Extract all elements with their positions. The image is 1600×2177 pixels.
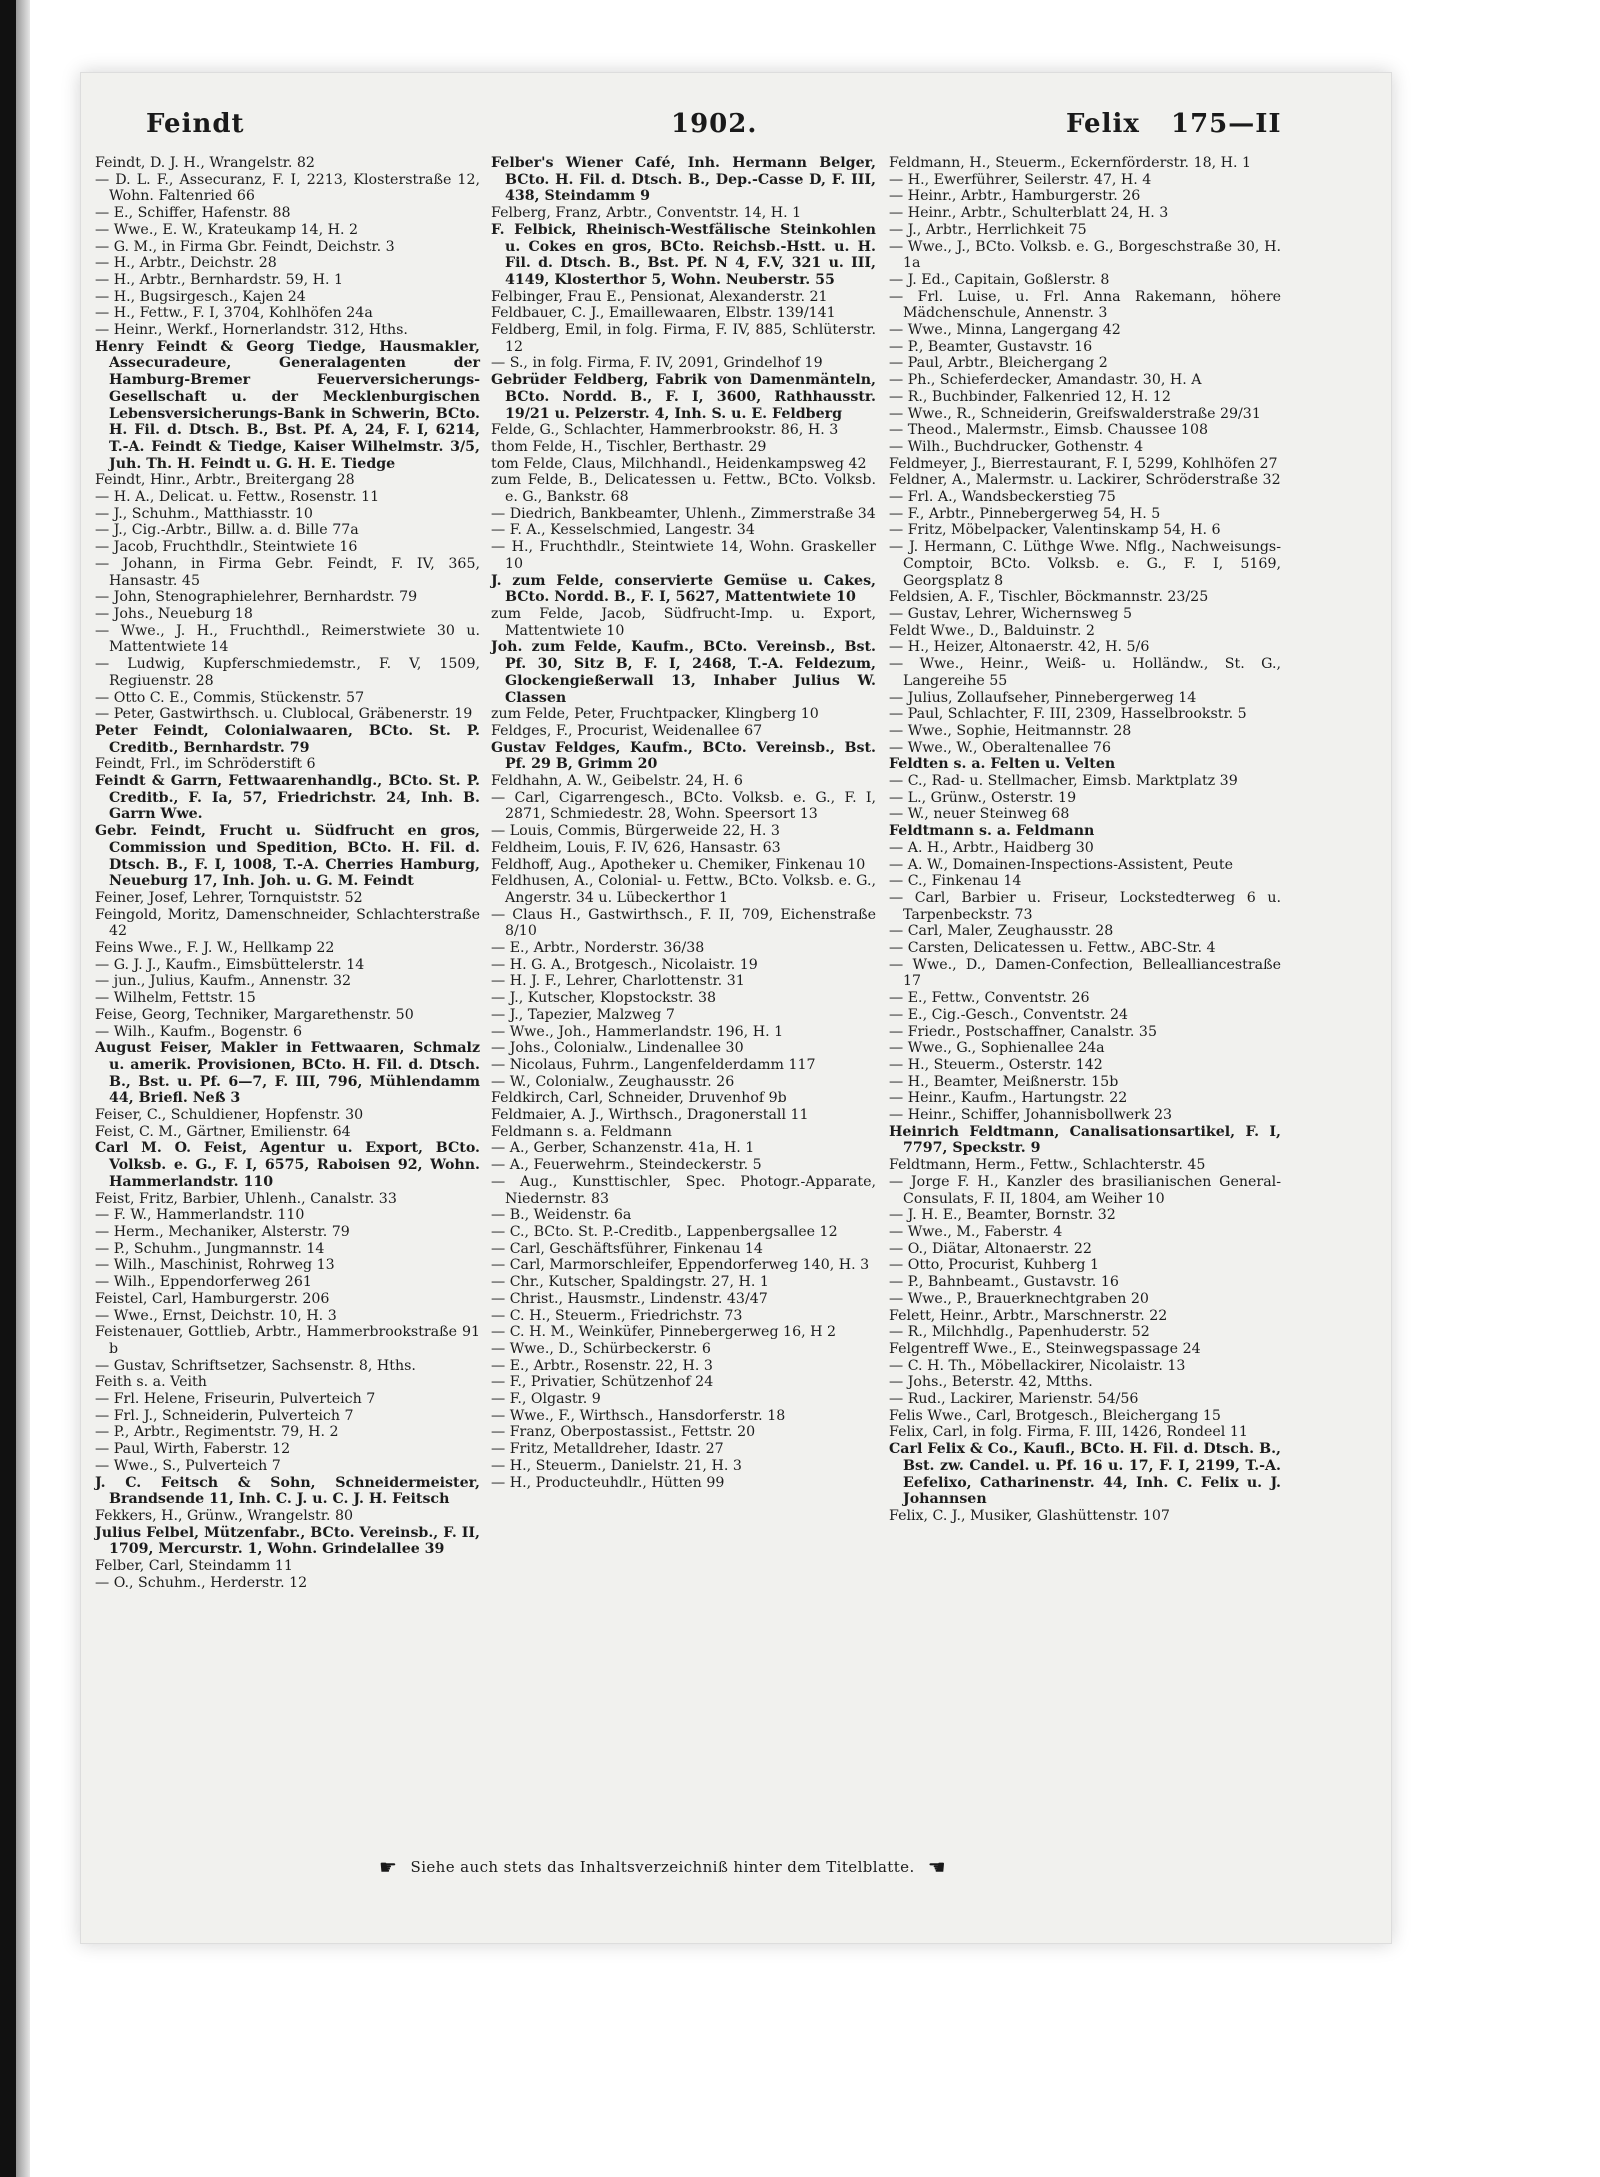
directory-entry: Feldten s. a. Felten u. Velten xyxy=(889,756,1116,773)
directory-entry: — Frl. Helene, Friseurin, Pulverteich 7 xyxy=(95,1391,376,1408)
directory-entry: Henry Feindt & Georg Tiedge, Hausmakler, Assecuradeure, Generalagenten der Hamburg-Bremer Feuerversicherungs-Gesellschaft u. der Mecklenburgischen Lebensversicherungs-Bank in Schwerin, BCto. H. Fil. d. Dtsch. B., Bst. Pf. A, 24, F. I, 6214, T.-A. Feindt & Tiedge, Kaiser Wilhelmstr. 3/5, Juh. Th. H. Feindt u. G. H. E. Tiedge xyxy=(95,338,480,472)
header-year: 1902. xyxy=(671,109,758,139)
directory-entry: — F. W., Hammerlandstr. 110 xyxy=(95,1207,305,1224)
directory-entry: — Peter, Gastwirthsch. u. Clublocal, Gräbenerstr. 19 xyxy=(95,706,473,723)
directory-entry: Felber's Wiener Café, Inh. Hermann Belger, BCto. H. Fil. d. Dtsch. B., Dep.-Casse D, F. III, 438, Steindamm 9 xyxy=(491,155,876,205)
pointing-hand-icon: ☛ xyxy=(379,1855,398,1879)
directory-entry: — Christ., Hausmstr., Lindenstr. 43/47 xyxy=(491,1290,768,1307)
scan-border-shadow xyxy=(16,0,30,2177)
directory-entry: Feldheim, Louis, F. IV, 626, Hansastr. 63 xyxy=(491,839,781,856)
directory-entry: — Wwe., F., Wirthsch., Hansdorferstr. 18 xyxy=(491,1407,786,1424)
directory-entry: Gustav Feldges, Kaufm., BCto. Vereinsb., Bst. Pf. 29 B, Grimm 20 xyxy=(491,739,876,773)
directory-entry: zum Felde, Peter, Fruchtpacker, Klingberg 10 xyxy=(491,706,819,723)
directory-entry: Feingold, Moritz, Damenschneider, Schlachterstraße 42 xyxy=(95,906,480,940)
directory-entry: — A. H., Arbtr., Haidberg 30 xyxy=(889,839,1094,856)
directory-entry: Gebrüder Feldberg, Fabrik von Damenmänteln, BCto. Nordd. B., F. I, 3600, Rathhausstr. 19/21 u. Pelzerstr. 4, Inh. S. u. E. Feldberg xyxy=(491,372,876,422)
directory-entry: — J., Schuhm., Matthiasstr. 10 xyxy=(95,505,313,522)
directory-entry: — E., Arbtr., Norderstr. 36/38 xyxy=(491,940,705,957)
directory-entry: Feldhahn, A. W., Geibelstr. 24, H. 6 xyxy=(491,773,743,790)
directory-entry: — S., in folg. Firma, F. IV, 2091, Grindelhof 19 xyxy=(491,355,823,372)
directory-entry: — Wwe., J. H., Fruchthdl., Reimerstwiete 30 u. Mattentwiete 14 xyxy=(95,622,480,656)
directory-entry: — J. H. E., Beamter, Bornstr. 32 xyxy=(889,1207,1116,1224)
directory-entry: — H., Heizer, Altonaerstr. 42, H. 5/6 xyxy=(889,639,1150,656)
directory-entry: Feldkirch, Carl, Schneider, Druvenhof 9b xyxy=(491,1090,787,1107)
directory-entry: Feldmaier, A. J., Wirthsch., Dragonerstall 11 xyxy=(491,1107,809,1124)
directory-entry: — G. M., in Firma Gbr. Feindt, Deichstr. 3 xyxy=(95,238,395,255)
directory-entry: — J., Kutscher, Klopstockstr. 38 xyxy=(491,990,717,1007)
directory-entry: — Heinr., Kaufm., Hartungstr. 22 xyxy=(889,1090,1128,1107)
directory-entry: Feldner, A., Malermstr. u. Lackirer, Schröderstraße 32 xyxy=(889,472,1281,489)
directory-entry: — P., Bahnbeamt., Gustavstr. 16 xyxy=(889,1274,1119,1291)
directory-entry: — Chr., Kutscher, Spaldingstr. 27, H. 1 xyxy=(491,1274,769,1291)
directory-entry: Feiner, Josef, Lehrer, Tornquiststr. 52 xyxy=(95,889,363,906)
directory-entry: — Frl. J., Schneiderin, Pulverteich 7 xyxy=(95,1407,354,1424)
footer-note: Siehe auch stets das Inhaltsverzeichniß hinter dem Titelblatte. xyxy=(410,1858,915,1876)
directory-entry: — Wwe., Minna, Langergang 42 xyxy=(889,322,1121,339)
directory-entry: — J. Hermann, C. Lüthge Wwe. Nflg., Nachweisungs-Comptoir, BCto. Volksb. e. G., F. I, 5169, Georgsplatz 8 xyxy=(889,539,1281,589)
directory-entry: August Feiser, Makler in Fettwaaren, Schmalz u. amerik. Provisionen, BCto. H. Fil. d. Dtsch. B., Bst. u. Pf. 6—7, F. III, 796, Mühlendamm 44, Briefl. Neß 3 xyxy=(95,1040,480,1107)
directory-entry: Feldtmann, Herm., Fettw., Schlachterstr. 45 xyxy=(889,1157,1206,1174)
directory-entry: Feldtmann s. a. Feldmann xyxy=(889,823,1095,840)
directory-entry: — F., Arbtr., Pinnebergerweg 54, H. 5 xyxy=(889,505,1161,522)
directory-entry: Feistel, Carl, Hamburgerstr. 206 xyxy=(95,1290,330,1307)
directory-entry: — C., BCto. St. P.-Creditb., Lappenbergsallee 12 xyxy=(491,1224,838,1240)
directory-entry: — H., Arbtr., Bernhardstr. 59, H. 1 xyxy=(95,271,344,288)
directory-entry: — H., Beamter, Meißnerstr. 15b xyxy=(889,1073,1119,1090)
directory-entry: Feindt, Hinr., Arbtr., Breitergang 28 xyxy=(95,472,355,489)
directory-entry: — C. H. M., Weinküfer, Pinnebergerweg 16, H 2 xyxy=(491,1324,837,1341)
directory-entry: — Wilh., Kaufm., Bogenstr. 6 xyxy=(95,1023,303,1040)
directory-entry: — Wwe., S., Pulverteich 7 xyxy=(95,1457,281,1474)
directory-entry: — Heinr., Schiffer, Johannisbollwerk 23 xyxy=(889,1107,1173,1124)
directory-entry: — P., Schuhm., Jungmannstr. 14 xyxy=(95,1240,325,1257)
directory-entry: Feindt & Garrn, Fettwaarenhandlg., BCto. St. P. Creditb., F. Ia, 57, Friedrichstr. 24, Inh. B. Garrn Wwe. xyxy=(95,773,480,823)
directory-entry: — Otto C. E., Commis, Stückenstr. 57 xyxy=(95,689,365,706)
directory-entry: Felett, Heinr., Arbtr., Marschnerstr. 22 xyxy=(889,1307,1168,1324)
directory-entry: — Johann, in Firma Gebr. Feindt, F. IV, 365, Hansastr. 45 xyxy=(95,555,480,589)
directory-entry: — F. A., Kesselschmied, Langestr. 34 xyxy=(491,522,755,539)
directory-entry: — A., Feuerwehrm., Steindeckerstr. 5 xyxy=(491,1157,762,1174)
directory-entry: — Johs., Neueburg 18 xyxy=(95,605,253,622)
directory-entry: — Wwe., W., Oberaltenallee 76 xyxy=(889,739,1111,756)
directory-entry: thom Felde, H., Tischler, Berthastr. 29 xyxy=(491,438,767,455)
directory-entry: — O., Schuhm., Herderstr. 12 xyxy=(95,1574,308,1591)
directory-entry: Felis Wwe., Carl, Brotgesch., Bleichergang 15 xyxy=(889,1407,1221,1424)
page-number: 175—II xyxy=(1171,109,1282,139)
directory-entry: — Wwe., M., Faberstr. 4 xyxy=(889,1224,1063,1240)
directory-entry: — F., Olgastr. 9 xyxy=(491,1391,601,1408)
directory-entry: J. zum Felde, conservierte Gemüse u. Cakes, BCto. Nordd. B., F. I, 5627, Mattentwiete 10 xyxy=(491,572,876,606)
directory-entry: — Friedr., Postschaffner, Canalstr. 35 xyxy=(889,1023,1157,1040)
directory-entry: — H., Steuerm., Osterstr. 142 xyxy=(889,1056,1103,1073)
directory-entry: Feldmann s. a. Feldmann xyxy=(491,1123,672,1140)
directory-entry: — Wilh., Maschinist, Rohrweg 13 xyxy=(95,1257,335,1274)
pointing-hand-icon: ☚ xyxy=(927,1855,947,1879)
directory-entry: — Wwe., R., Schneiderin, Greifswalderstraße 29/31 xyxy=(889,405,1261,422)
directory-entry: — Frl. Luise, u. Frl. Anna Rakemann, höhere Mädchenschule, Annenstr. 3 xyxy=(889,288,1281,322)
directory-entry: Feindt, Frl., im Schröderstift 6 xyxy=(95,756,316,773)
directory-entry: — Wwe., Joh., Hammerlandstr. 196, H. 1 xyxy=(491,1023,784,1040)
directory-entry: Felix, C. J., Musiker, Glashüttenstr. 107 xyxy=(889,1507,1170,1524)
directory-entry: Gebr. Feindt, Frucht u. Südfrucht en gros, Commission und Spedition, BCto. H. Fil. d. Dtsch. B., F. I, 1008, T.-A. Cherries Hamburg, Neueburg 17, Inh. Joh. u. G. M. Feindt xyxy=(95,823,480,890)
directory-entry: — H. J. F., Lehrer, Charlottenstr. 31 xyxy=(491,973,745,990)
directory-entry: — A., Gerber, Schanzenstr. 41a, H. 1 xyxy=(491,1140,755,1157)
directory-entry: — H. G. A., Brotgesch., Nicolaistr. 19 xyxy=(491,956,758,973)
directory-entry: Feldbauer, C. J., Emaillewaaren, Elbstr. 139/141 xyxy=(491,305,836,322)
directory-entry: Felix, Carl, in folg. Firma, F. III, 1426, Rondeel 11 xyxy=(889,1424,1248,1441)
directory-entry: Feldmann, H., Steuerm., Eckernförderstr. 18, H. 1 xyxy=(889,155,1252,171)
directory-entry: zum Felde, Jacob, Südfrucht-Imp. u. Export, Mattentwiete 10 xyxy=(491,605,876,639)
directory-entry: Carl M. O. Feist, Agentur u. Export, BCto. Volksb. e. G., F. I, 6575, Raboisen 92, Wohn. Hammerlandstr. 110 xyxy=(95,1140,480,1190)
directory-entry: Joh. zum Felde, Kaufm., BCto. Vereinsb., Bst. Pf. 30, Sitz B, F. I, 2468, T.-A. Feldezum, Glockengießerwall 13, Inhaber Julius W. Classen xyxy=(491,639,876,706)
directory-page xyxy=(80,72,1392,1944)
directory-entry: Feist, C. M., Gärtner, Emilienstr. 64 xyxy=(95,1123,351,1140)
directory-entry: — Wwe., P., Brauerknechtgraben 20 xyxy=(889,1290,1149,1307)
directory-entry: — Gustav, Schriftsetzer, Sachsenstr. 8, Hths. xyxy=(95,1357,416,1374)
directory-entry: — W., Colonialw., Zeughausstr. 26 xyxy=(491,1073,735,1090)
directory-entry: Carl Felix & Co., Kaufl., BCto. H. Fil. d. Dtsch. B., Bst. zw. Candel. u. Pf. 16 u. 17, F. I, 2199, T.-A. Eefelixo, Catharinenstr. 44, Inh. C. Felix u. J. Johannsen xyxy=(889,1441,1281,1508)
directory-entry: — Rud., Lackirer, Marienstr. 54/56 xyxy=(889,1391,1139,1408)
directory-entry: Felgentreff Wwe., E., Steinwegspassage 24 xyxy=(889,1340,1201,1357)
directory-entry: — D. L. F., Assecuranz, F. I, 2213, Klosterstraße 12, Wohn. Faltenried 66 xyxy=(95,171,480,205)
directory-entry: — Theod., Malermstr., Eimsb. Chaussee 108 xyxy=(889,422,1208,439)
directory-entry: — J., Arbtr., Herrlichkeit 75 xyxy=(889,221,1087,238)
directory-entry: Fekkers, H., Grünw., Wrangelstr. 80 xyxy=(95,1507,354,1524)
page-header xyxy=(81,109,1391,149)
directory-entry: tom Felde, Claus, Milchhandl., Heidenkampsweg 42 xyxy=(491,455,867,472)
column-left xyxy=(95,155,480,1591)
directory-entry: — E., Fettw., Conventstr. 26 xyxy=(889,990,1090,1007)
directory-entry: — W., neuer Steinweg 68 xyxy=(889,806,1070,823)
directory-entry: — A. W., Domainen-Inspections-Assistent, Peute xyxy=(889,856,1233,873)
directory-entry: — Louis, Commis, Bürgerweide 22, H. 3 xyxy=(491,823,780,840)
directory-entry: Felberg, Franz, Arbtr., Conventstr. 14, H. 1 xyxy=(491,205,802,222)
directory-entry: — C., Rad- u. Stellmacher, Eimsb. Marktplatz 39 xyxy=(889,773,1238,790)
directory-entry: Felbinger, Frau E., Pensionat, Alexanderstr. 21 xyxy=(491,288,828,305)
directory-entry: — Claus H., Gastwirthsch., F. II, 709, Eichenstraße 8/10 xyxy=(491,906,876,940)
directory-entry: — Wwe., Ernst, Deichstr. 10, H. 3 xyxy=(95,1307,337,1324)
directory-entry: zum Felde, B., Delicatessen u. Fettw., BCto. Volksb. e. G., Bankstr. 68 xyxy=(491,472,876,506)
directory-entry: — jun., Julius, Kaufm., Annenstr. 32 xyxy=(95,973,351,990)
directory-entry: — J., Cig.-Arbtr., Billw. a. d. Bille 77a xyxy=(95,522,359,539)
directory-entry: Feistenauer, Gottlieb, Arbtr., Hammerbrookstraße 91 b xyxy=(95,1324,480,1357)
directory-entry: — Carl, Geschäftsführer, Finkenau 14 xyxy=(491,1240,763,1257)
directory-entry: — Wwe., Heinr., Weiß- u. Holländw., St. G., Langereihe 55 xyxy=(889,656,1281,689)
directory-entry: — Wwe., G., Sophienallee 24a xyxy=(889,1040,1105,1057)
directory-entry: — Paul, Wirth, Faberstr. 12 xyxy=(95,1441,291,1458)
directory-entry: — L., Grünw., Osterstr. 19 xyxy=(889,789,1077,806)
directory-entry: — Wwe., J., BCto. Volksb. e. G., Borgeschstraße 30, H. 1a xyxy=(889,238,1281,272)
directory-entry: — Carl, Marmorschleifer, Eppendorferweg 140, H. 3 xyxy=(491,1257,870,1274)
directory-entry: Feindt, D. J. H., Wrangelstr. 82 xyxy=(95,155,315,171)
directory-entry: — C., Finkenau 14 xyxy=(889,873,1022,890)
directory-entry: — H., Bugsirgesch., Kajen 24 xyxy=(95,288,306,305)
directory-entry: — H., Ewerführer, Seilerstr. 47, H. 4 xyxy=(889,171,1152,188)
directory-entry: J. C. Feitsch & Sohn, Schneidermeister, Brandsende 11, Inh. C. J. u. C. J. H. Feitsch xyxy=(95,1474,480,1508)
directory-entry: — Wilhelm, Fettstr. 15 xyxy=(95,990,256,1007)
directory-entry: — H., Fettw., F. I, 3704, Kohlhöfen 24a xyxy=(95,305,373,322)
directory-entry: — Nicolaus, Fuhrm., Langenfelderdamm 117 xyxy=(491,1056,816,1073)
column-right xyxy=(889,155,1281,1525)
directory-entry: — H., Producteuhdlr., Hütten 99 xyxy=(491,1474,725,1491)
directory-entry: — Wilh., Eppendorferweg 261 xyxy=(95,1274,312,1291)
directory-entry: Peter Feindt, Colonialwaaren, BCto. St. P. Creditb., Bernhardstr. 79 xyxy=(95,722,480,756)
page-footer xyxy=(371,1855,954,1879)
directory-entry: — R., Milchhdlg., Papenhuderstr. 52 xyxy=(889,1324,1150,1341)
directory-entry: — Wilh., Buchdrucker, Gothenstr. 4 xyxy=(889,438,1144,455)
directory-entry: — J. Ed., Capitain, Goßlerstr. 8 xyxy=(889,271,1110,288)
directory-entry: Feldt Wwe., D., Balduinstr. 2 xyxy=(889,622,1095,639)
directory-entry: — B., Weidenstr. 6a xyxy=(491,1207,632,1224)
directory-entry: — J., Tapezier, Malzweg 7 xyxy=(491,1006,675,1023)
directory-entry: — F., Privatier, Schützenhof 24 xyxy=(491,1374,714,1391)
directory-entry: Feldhusen, A., Colonial- u. Fettw., BCto. Volksb. e. G., Angerstr. 34 u. Lübeckerthor 1 xyxy=(491,873,876,906)
directory-entry: — Gustav, Lehrer, Wichernsweg 5 xyxy=(889,605,1133,622)
directory-entry: — E., Arbtr., Rosenstr. 22, H. 3 xyxy=(491,1357,713,1374)
directory-entry: Feise, Georg, Techniker, Margarethenstr. 50 xyxy=(95,1006,414,1023)
directory-entry: — Carl, Cigarrengesch., BCto. Volksb. e. G., F. I, 2871, Schmiedestr. 28, Wohn. Speersort 13 xyxy=(491,789,876,823)
directory-entry: Julius Felbel, Mützenfabr., BCto. Vereinsb., F. II, 1709, Mercurstr. 1, Wohn. Grindelallee 39 xyxy=(95,1524,480,1558)
directory-entry: Heinrich Feldtmann, Canalisationsartikel, F. I, 7797, Speckstr. 9 xyxy=(889,1123,1281,1157)
directory-entry: — Jorge F. H., Kanzler des brasilianischen General-Consulats, F. II, 1804, am Weiher 10 xyxy=(889,1173,1281,1207)
directory-entry: Feldsien, A. F., Tischler, Böckmannstr. 23/25 xyxy=(889,589,1209,606)
scan-border xyxy=(0,0,16,2177)
directory-entry: — C. H., Steuerm., Friedrichstr. 73 xyxy=(491,1307,743,1324)
directory-entry: — Frl. A., Wandsbeckerstieg 75 xyxy=(889,489,1116,506)
directory-entry: — Johs., Colonialw., Lindenallee 30 xyxy=(491,1040,744,1057)
directory-entry: — H., Fruchthdlr., Steintwiete 14, Wohn. Graskeller 10 xyxy=(491,539,876,572)
directory-entry: — Wwe., D., Schürbeckerstr. 6 xyxy=(491,1340,711,1357)
directory-entry: — Herm., Mechaniker, Alsterstr. 79 xyxy=(95,1224,350,1240)
directory-entry: Feldberg, Emil, in folg. Firma, F. IV, 885, Schlüterstr. 12 xyxy=(491,322,876,355)
directory-entry: — Fritz, Metalldreher, Idastr. 27 xyxy=(491,1441,724,1458)
directory-entry: — Carl, Maler, Zeughausstr. 28 xyxy=(889,923,1114,940)
directory-entry: — C. H. Th., Möbellackirer, Nicolaistr. 13 xyxy=(889,1357,1186,1374)
directory-entry: — R., Buchbinder, Falkenried 12, H. 12 xyxy=(889,388,1171,405)
directory-entry: — O., Diätar, Altonaerstr. 22 xyxy=(889,1240,1092,1257)
directory-entry: — E., Cig.-Gesch., Conventstr. 24 xyxy=(889,1006,1129,1023)
column-middle xyxy=(491,155,876,1491)
directory-entry: Felber, Carl, Steindamm 11 xyxy=(95,1558,293,1575)
directory-entry: F. Felbick, Rheinisch-Westfälische Steinkohlen u. Cokes en gros, BCto. Reichsb.-Hstt. u. H. Fil. d. Dtsch. B., Bst. Pf. N 4, F.V, 321 u. III, 4149, Klosterthor 5, Wohn. Neuberstr. 55 xyxy=(491,221,876,288)
directory-entry: Feldmeyer, J., Bierrestaurant, F. I, 5299, Kohlhöfen 27 xyxy=(889,455,1278,472)
directory-entry: — Ph., Schieferdecker, Amandastr. 30, H. A xyxy=(889,372,1202,389)
directory-entry: Feith s. a. Veith xyxy=(95,1374,207,1391)
directory-entry: — Carl, Barbier u. Friseur, Lockstedterweg 6 u. Tarpenbeckstr. 73 xyxy=(889,889,1281,923)
directory-entry: Feist, Fritz, Barbier, Uhlenh., Canalstr. 33 xyxy=(95,1190,397,1207)
directory-entry: — Johs., Beterstr. 42, Mtths. xyxy=(889,1374,1093,1391)
directory-entry: Feiser, C., Schuldiener, Hopfenstr. 30 xyxy=(95,1107,364,1124)
directory-entry: — G. J. J., Kaufm., Eimsbüttelerstr. 14 xyxy=(95,956,365,973)
directory-entry: — P., Arbtr., Regimentstr. 79, H. 2 xyxy=(95,1424,339,1441)
directory-entry: — H. A., Delicat. u. Fettw., Rosenstr. 11 xyxy=(95,489,380,506)
directory-entry: — Paul, Arbtr., Bleichergang 2 xyxy=(889,355,1108,372)
directory-entry: Feldhoff, Aug., Apotheker u. Chemiker, Finkenau 10 xyxy=(491,856,866,873)
directory-entry: — E., Schiffer, Hafenstr. 88 xyxy=(95,205,291,222)
directory-entry: — John, Stenographielehrer, Bernhardstr. 79 xyxy=(95,589,418,606)
directory-entry: — Heinr., Arbtr., Hamburgerstr. 26 xyxy=(889,188,1141,205)
directory-entry: — Paul, Schlachter, F. III, 2309, Hasselbrookstr. 5 xyxy=(889,706,1247,723)
directory-entry: — Julius, Zollaufseher, Pinnebergerweg 14 xyxy=(889,689,1197,706)
directory-entry: — Ludwig, Kupferschmiedemstr., F. V, 1509, Regiuenstr. 28 xyxy=(95,656,480,689)
directory-entry: — Jacob, Fruchthdlr., Steintwiete 16 xyxy=(95,539,358,556)
directory-entry: — H., Arbtr., Deichstr. 28 xyxy=(95,255,277,272)
directory-entry: — Otto, Procurist, Kuhberg 1 xyxy=(889,1257,1100,1274)
directory-entry: Feins Wwe., F. J. W., Hellkamp 22 xyxy=(95,940,335,957)
directory-entry: Felde, G., Schlachter, Hammerbrookstr. 86, H. 3 xyxy=(491,422,839,439)
directory-entry: — P., Beamter, Gustavstr. 16 xyxy=(889,338,1093,355)
directory-entry: — Wwe., Sophie, Heitmannstr. 28 xyxy=(889,722,1132,739)
directory-entry: Feldges, F., Procurist, Weidenallee 67 xyxy=(491,722,763,739)
directory-entry: — Franz, Oberpostassist., Fettstr. 20 xyxy=(491,1424,756,1441)
directory-entry: — Diedrich, Bankbeamter, Uhlenh., Zimmerstraße 34 xyxy=(491,505,876,522)
directory-entry: — Heinr., Arbtr., Schulterblatt 24, H. 3 xyxy=(889,205,1169,222)
directory-entry: — Heinr., Werkf., Hornerlandstr. 312, Hths. xyxy=(95,322,408,339)
directory-entry: — Carsten, Delicatessen u. Fettw., ABC-Str. 4 xyxy=(889,940,1216,957)
header-last-name: Felix xyxy=(1066,109,1140,139)
directory-entry: — Wwe., E. W., Krateukamp 14, H. 2 xyxy=(95,221,359,238)
directory-entry: — Aug., Kunsttischler, Spec. Photogr.-Apparate, Niedernstr. 83 xyxy=(491,1173,876,1207)
directory-entry: — Fritz, Möbelpacker, Valentinskamp 54, H. 6 xyxy=(889,522,1221,539)
directory-entry: — Wwe., D., Damen-Confection, Bellealliancestraße 17 xyxy=(889,956,1281,990)
header-first-name: Feindt xyxy=(146,109,245,139)
directory-entry: — H., Steuerm., Danielstr. 21, H. 3 xyxy=(491,1457,742,1474)
